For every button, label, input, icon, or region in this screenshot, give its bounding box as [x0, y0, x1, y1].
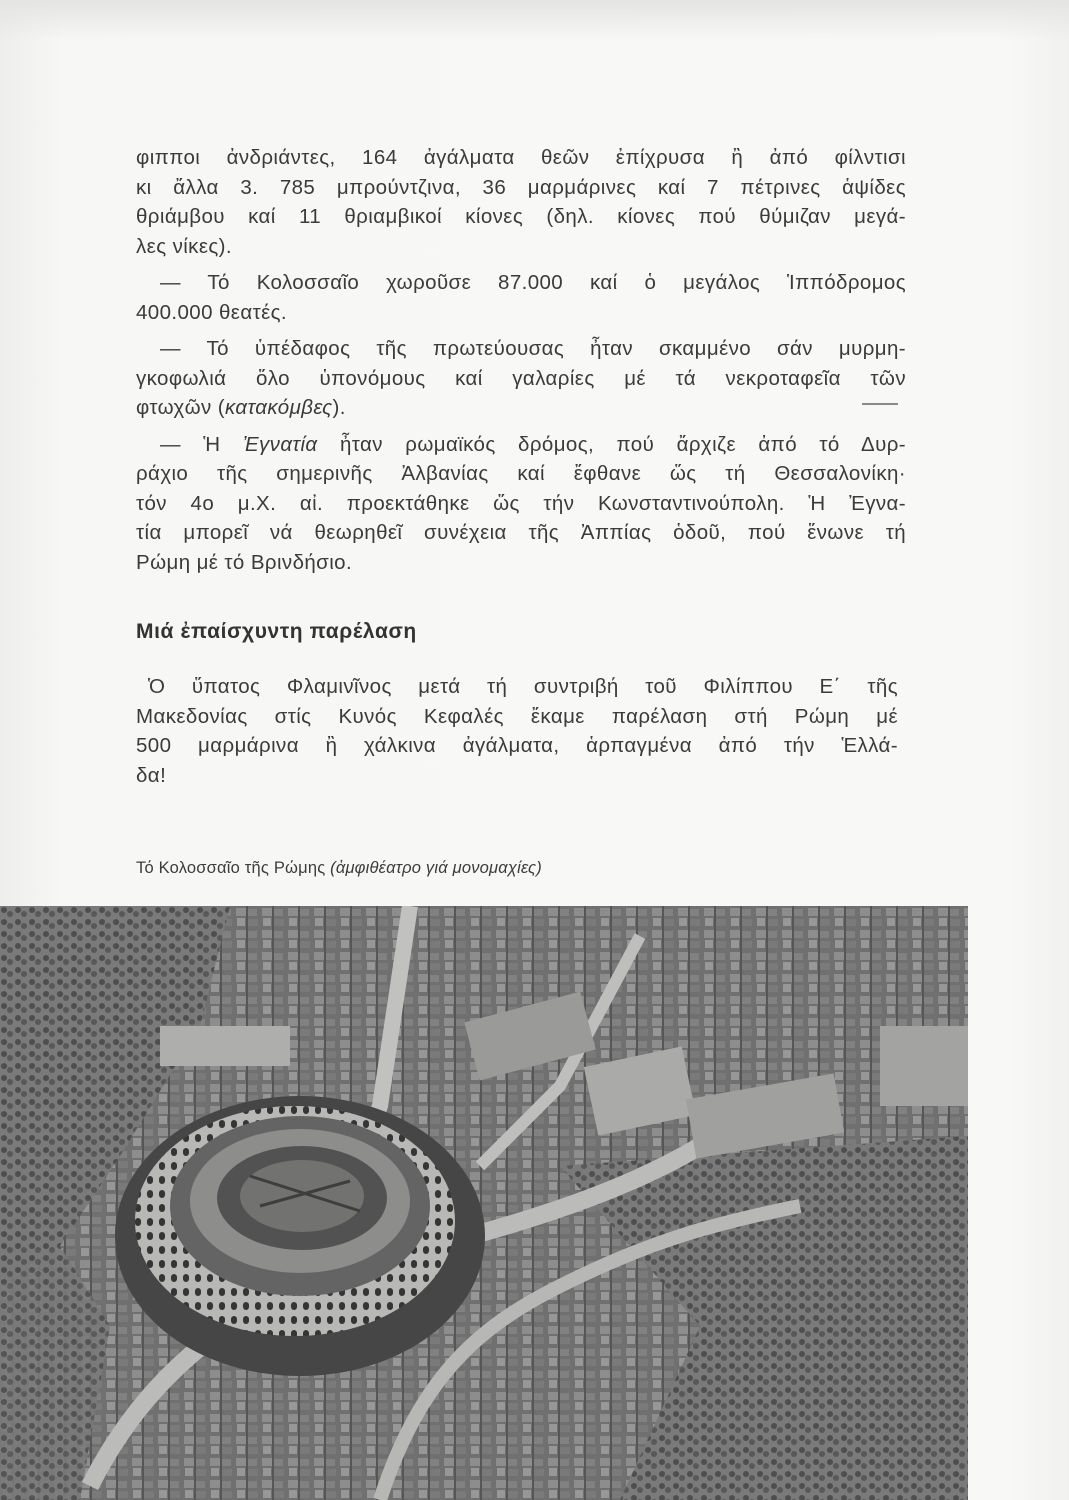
- pencil-underline: [862, 403, 898, 405]
- text-line: λες νίκες).: [136, 234, 232, 258]
- text-line: Ρώμη μέ τό Βρινδήσιο.: [136, 550, 353, 574]
- text-line: τία μπορεῖ νά θεωρηθεῖ συνέχεια τῆς Ἀππίας ὁδοῦ, πού ἕνωνε τή: [136, 521, 906, 544]
- section-heading: Μιά ἐπαίσχυντη παρέλαση: [136, 620, 417, 643]
- text-line: — Τό Κολοσσαῖο χωροῦσε 87.000 καί ὁ μεγάλος Ἱππόδρομος: [160, 271, 906, 294]
- text-line: φιπποι ἀνδριάντες, 164 ἀγάλματα θεῶν ἐπίχρυσα ἢ ἀπό φίλντισι: [136, 146, 906, 169]
- text-line: τόν 4ο μ.Χ. αἰ. προεκτάθηκε ὥς τήν Κωνσταντινούπολη. Ἡ Ἐγνα-: [136, 491, 906, 515]
- text-line: Ὁ ὕπατος Φλαμινῖνος μετά τή συντριβή τοῦ Φιλίππου Ε΄ τῆς: [148, 675, 898, 698]
- photo-caption: [136, 859, 542, 878]
- text-line: ράχιο τῆς σημερινῆς Ἀλβανίας καί ἔφθανε ὥς τή Θεσσαλονίκη·: [136, 462, 906, 485]
- text-line: [136, 393, 906, 423]
- text-line: [136, 430, 906, 460]
- section-text: [136, 672, 898, 790]
- text-fragment: ).: [332, 396, 346, 419]
- italic-term: Ἐγνατία: [242, 432, 318, 456]
- caption-italic: (ἀμφιθέατρο γιά μονομαχίες): [330, 859, 542, 877]
- text-fragment: φτωχῶν (: [136, 396, 226, 419]
- colosseum-aerial-photo: [0, 906, 968, 1500]
- text-fragment: ἦταν ρωμαϊκός δρόμος, πού ἄρχιζε ἀπό τό Δυρ-: [317, 432, 906, 456]
- text-line: 400.000 θεατές.: [136, 300, 288, 324]
- text-line: — Τό ὑπέδαφος τῆς πρωτεύουσας ἦταν σκαμμένο σάν μυρμη-: [160, 337, 906, 360]
- page-top-shade: [0, 0, 1069, 40]
- text-line: γκοφωλιά ὅλο ὑπονόμους καί γαλαρίες μέ τά νεκροταφεῖα τῶν: [136, 366, 906, 390]
- photo-illustration: [0, 906, 968, 1500]
- italic-term: κατακόμβες: [225, 396, 333, 419]
- caption-text: Τό Κολοσσαῖο τῆς Ρώμης: [136, 859, 331, 877]
- text-line: θριάμβου καί 11 θριαμβικοί κίονες (δηλ. κίονες πού θύμιζαν μεγά-: [136, 205, 906, 228]
- text-line: Μακεδονίας στίς Κυνός Κεφαλές ἔκαμε παρέλαση στή Ρώμη μέ: [136, 704, 898, 728]
- text-line: κι ἄλλα 3. 785 μπρούντζινα, 36 μαρμάρινες καί 7 πέτρινες ἁψίδες: [136, 175, 906, 199]
- text-fragment: — Ἡ: [160, 432, 243, 456]
- text-line: 500 μαρμάρινα ἢ χάλκινα ἀγάλματα, ἁρπαγμένα ἀπό τήν Ἑλλά-: [136, 734, 898, 757]
- body-text: [136, 143, 906, 577]
- text-line: δα!: [136, 763, 167, 787]
